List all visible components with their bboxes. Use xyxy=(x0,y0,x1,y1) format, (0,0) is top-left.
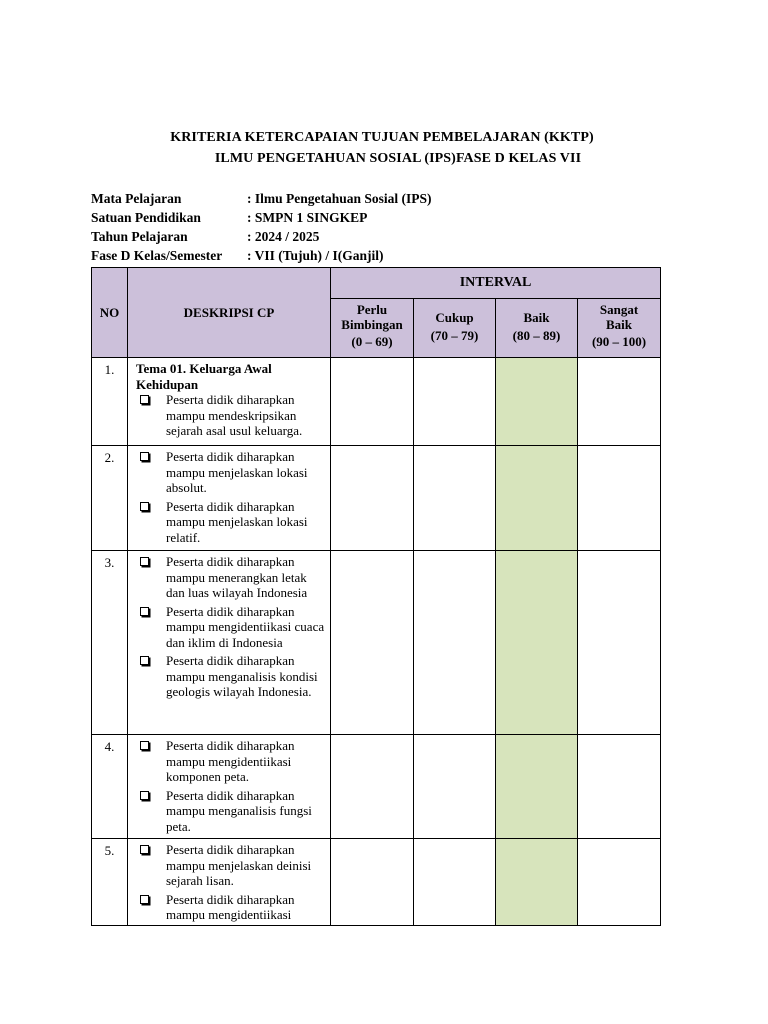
list-item xyxy=(134,738,326,785)
interval-name: Cukup xyxy=(435,310,474,325)
list-item xyxy=(134,449,326,496)
list-item xyxy=(134,499,326,546)
score-cell-sangat-baik[interactable] xyxy=(578,358,661,446)
score-cell-perlu-bimbingan[interactable] xyxy=(331,551,414,735)
list-item xyxy=(134,892,326,923)
header-baik xyxy=(496,299,578,358)
row-number: 2. xyxy=(92,446,128,551)
interval-name: Sangat xyxy=(599,302,639,317)
row-description xyxy=(128,551,331,735)
list-item xyxy=(134,604,326,651)
meta-label: Fase D Kelas/Semester xyxy=(91,248,223,263)
checkbox-bullet-icon xyxy=(140,845,149,854)
row-description xyxy=(128,446,331,551)
score-cell-sangat-baik[interactable] xyxy=(578,735,661,839)
row-number: 5. xyxy=(92,839,128,926)
interval-range: (90 – 100) xyxy=(591,334,647,349)
document-title-line2: ILMU PENGETAHUAN SOSIAL (IPS)FASE D KELAS VII xyxy=(214,151,582,166)
score-cell-baik[interactable] xyxy=(496,735,578,839)
score-cell-baik[interactable] xyxy=(496,551,578,735)
interval-range: (80 – 89) xyxy=(512,328,561,343)
table-row xyxy=(92,358,661,446)
table-row xyxy=(92,839,661,926)
interval-name: Perlu xyxy=(356,302,388,317)
score-cell-baik[interactable] xyxy=(496,839,578,926)
header-perlu-bimbingan xyxy=(331,299,414,358)
score-cell-cukup[interactable] xyxy=(414,839,496,926)
document-title-line1: KRITERIA KETERCAPAIAN TUJUAN PEMBELAJARAN (KKTP) xyxy=(170,130,594,145)
checkbox-bullet-icon xyxy=(140,557,149,566)
checkbox-bullet-icon xyxy=(140,502,149,511)
theme-title: Tema 01. Keluarga Awal Kehidupan xyxy=(136,361,272,392)
meta-label: Tahun Pelajaran xyxy=(91,229,188,244)
row-number: 1. xyxy=(92,358,128,446)
header-cukup xyxy=(414,299,496,358)
item-text: Peserta didik diharapkan mampu mengidentiikasi xyxy=(166,891,295,922)
item-text: Peserta didik diharapkan mampu menerangkan letak dan luas wilayah Indonesia xyxy=(166,554,308,600)
score-cell-perlu-bimbingan[interactable] xyxy=(331,735,414,839)
row-description xyxy=(128,735,331,839)
list-item xyxy=(134,788,326,835)
item-text: Peserta didik diharapkan mampu menganalisis fungsi peta. xyxy=(166,787,312,834)
item-text: Peserta didik diharapkan mampu mengidentiikasi komponen peta. xyxy=(166,738,295,784)
checkbox-bullet-icon xyxy=(140,791,149,800)
item-text: Peserta didik diharapkan mampu menjelaskan lokasi relatif. xyxy=(166,498,308,545)
score-cell-perlu-bimbingan[interactable] xyxy=(331,358,414,446)
checkbox-bullet-icon xyxy=(140,656,149,665)
score-cell-cukup[interactable] xyxy=(414,358,496,446)
item-text: Peserta didik diharapkan mampu menjelaskan deinisi sejarah lisan. xyxy=(166,842,312,888)
list-item xyxy=(134,392,326,439)
meta-label: Mata Pelajaran xyxy=(91,191,182,206)
checkbox-bullet-icon xyxy=(140,895,149,904)
meta-label: Satuan Pendidikan xyxy=(91,210,201,225)
score-cell-cukup[interactable] xyxy=(414,446,496,551)
checkbox-bullet-icon xyxy=(140,452,149,461)
table-row xyxy=(92,735,661,839)
interval-name: Baik xyxy=(606,317,633,332)
score-cell-perlu-bimbingan[interactable] xyxy=(331,446,414,551)
meta-value: : 2024 / 2025 xyxy=(247,229,320,244)
score-cell-sangat-baik[interactable] xyxy=(578,551,661,735)
meta-value: : SMPN 1 SINGKEP xyxy=(247,210,368,225)
interval-range: (0 – 69) xyxy=(351,334,393,349)
row-description xyxy=(128,358,331,446)
score-cell-baik[interactable] xyxy=(496,358,578,446)
header-interval: INTERVAL xyxy=(331,268,661,299)
item-text: Peserta didik diharapkan mampu mendeskripsikan sejarah asal usul keluarga. xyxy=(166,392,303,438)
checkbox-bullet-icon xyxy=(140,607,149,616)
table-row xyxy=(92,551,661,735)
checkbox-bullet-icon xyxy=(140,741,149,750)
score-cell-sangat-baik[interactable] xyxy=(578,839,661,926)
row-description xyxy=(128,839,331,926)
score-cell-sangat-baik[interactable] xyxy=(578,446,661,551)
interval-range: (70 – 79) xyxy=(430,328,479,343)
score-cell-cukup[interactable] xyxy=(414,735,496,839)
checkbox-bullet-icon xyxy=(140,395,149,404)
item-text: Peserta didik diharapkan mampu menjelaskan lokasi absolut. xyxy=(166,449,308,495)
list-item xyxy=(134,554,326,601)
header-sangat-baik xyxy=(578,299,661,358)
score-cell-cukup[interactable] xyxy=(414,551,496,735)
list-item xyxy=(134,653,326,700)
table-row xyxy=(92,446,661,551)
row-number: 3. xyxy=(92,551,128,735)
score-cell-perlu-bimbingan[interactable] xyxy=(331,839,414,926)
row-number: 4. xyxy=(92,735,128,839)
interval-name: Baik xyxy=(523,310,550,325)
header-description: DESKRIPSI CP xyxy=(128,268,331,358)
header-no: NO xyxy=(92,268,128,358)
kktp-table xyxy=(91,267,661,926)
meta-value: : Ilmu Pengetahuan Sosial (IPS) xyxy=(247,191,432,206)
meta-value: : VII (Tujuh) / I(Ganjil) xyxy=(247,248,384,263)
score-cell-baik[interactable] xyxy=(496,446,578,551)
interval-name: Bimbingan xyxy=(341,317,403,332)
list-item xyxy=(134,842,326,889)
item-text: Peserta didik diharapkan mampu mengidentiikasi cuaca dan iklim di Indonesia xyxy=(166,603,325,650)
item-text: Peserta didik diharapkan mampu menganalisis kondisi geologis wilayah Indonesia. xyxy=(166,653,318,699)
